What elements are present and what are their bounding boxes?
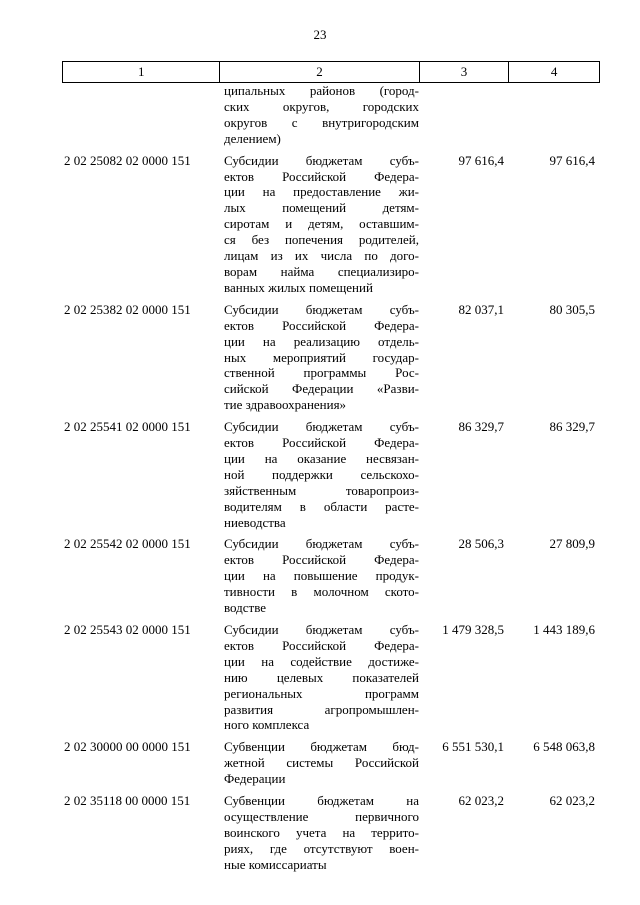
table-row (62, 153, 600, 296)
row-code: 2 02 25382 02 0000 151 (64, 301, 191, 317)
description-line: делением) (224, 130, 281, 146)
row-value-col3: 97 616,4 (458, 152, 504, 168)
row-value-col4: 6 548 063,8 (533, 739, 595, 755)
description-line: Субсидии бюджетам субъ- (224, 536, 419, 552)
description-line: ции на оказание несвязан- (224, 450, 419, 466)
row-description (219, 622, 419, 733)
row-value-col4: 1 443 189,6 (533, 622, 595, 637)
description-line: Субсидии бюджетам субъ- (224, 152, 419, 168)
description-line: ванных жилых помещений (224, 279, 373, 295)
description-line: Субвенции бюджетам бюд- (224, 739, 419, 755)
description-line: лых помещений детям- (224, 200, 419, 216)
row-value-col3: 62 023,2 (458, 793, 504, 809)
description-line: ции на предоставление жи- (224, 184, 419, 200)
description-line: тие здравоохранения» (224, 397, 347, 413)
row-description (219, 739, 419, 787)
table-row (62, 739, 600, 787)
row-description (219, 83, 419, 147)
row-description (219, 302, 419, 413)
row-value-col4 (509, 83, 600, 147)
description-line: лицам из их числа по дого- (224, 248, 419, 264)
row-value-col3: 28 506,3 (458, 536, 504, 552)
description-line: ектов Российской Федера- (224, 317, 419, 333)
row-code: 2 02 35118 00 0000 151 (64, 793, 191, 809)
description-line: сиротам и детям, оставшим- (224, 216, 419, 232)
description-line: водстве (224, 600, 267, 616)
description-line: ектов Российской Федера- (224, 435, 419, 451)
description-line: Субсидии бюджетам субъ- (224, 622, 419, 637)
row-code: 2 02 25082 02 0000 151 (64, 152, 191, 168)
description-line: жетной системы Российской (224, 755, 419, 771)
table-body (62, 83, 600, 879)
row-value-col4: 80 305,5 (549, 301, 595, 317)
row-value-col4: 97 616,4 (549, 152, 595, 168)
row-code (62, 83, 219, 147)
description-line: ворам найма специализиро- (224, 263, 419, 279)
description-line: воинского учета на террито- (224, 824, 419, 840)
description-line: риях, где отсутствуют воен- (224, 840, 419, 856)
description-line: ектов Российской Федера- (224, 637, 419, 653)
description-line: ции на повышение продук- (224, 568, 419, 584)
row-description (219, 153, 419, 296)
row-value-col4: 27 809,9 (549, 536, 595, 552)
description-line: Субсидии бюджетам субъ- (224, 301, 419, 317)
row-code: 2 02 25541 02 0000 151 (64, 419, 191, 435)
description-line: ной поддержки сельскохо- (224, 466, 419, 482)
row-value-col3: 6 551 530,1 (442, 739, 504, 755)
description-line: нию целевых показателей (224, 669, 419, 685)
table-row (62, 83, 600, 147)
description-line: ции на реализацию отдель- (224, 333, 419, 349)
description-line: развития агропромышлен- (224, 701, 419, 717)
description-line: ских округов, городских (224, 98, 419, 114)
description-line: ципальных районов (город- (224, 83, 419, 98)
description-line: водителям в области расте- (224, 498, 419, 514)
row-value-col3 (419, 83, 509, 147)
description-line: Федерации (224, 771, 286, 787)
row-value-col3: 82 037,1 (458, 301, 504, 317)
description-line: тивности в молочном ското- (224, 584, 419, 600)
header-col-3: 3 (419, 62, 509, 82)
description-line: ектов Российской Федера- (224, 168, 419, 184)
description-line: осуществление первичного (224, 808, 419, 824)
description-line: зяйственным товаропроиз- (224, 482, 419, 498)
table-row (62, 622, 600, 733)
table-row (62, 793, 600, 873)
table-header (62, 61, 600, 83)
page-number: 23 (313, 27, 327, 42)
description-line: ных мероприятий государ- (224, 349, 419, 365)
description-line: ственной программы Рос- (224, 365, 419, 381)
description-line: Субвенции бюджетам на (224, 793, 419, 809)
description-line: Субсидии бюджетам субъ- (224, 419, 419, 435)
description-line: сийской Федерации «Разви- (224, 381, 419, 397)
row-code: 2 02 25543 02 0000 151 (64, 622, 191, 637)
row-value-col4: 62 023,2 (549, 793, 595, 809)
table-row (62, 302, 600, 413)
table-row (62, 536, 600, 616)
header-col-4: 4 (508, 62, 599, 82)
row-value-col3: 86 329,7 (458, 419, 504, 435)
description-line: региональных программ (224, 685, 419, 701)
table-row (62, 419, 600, 530)
description-line: ниеводства (224, 514, 286, 530)
row-description (219, 536, 419, 616)
description-line: ции на содействие достиже- (224, 653, 419, 669)
description-line: ся без попечения родителей, (224, 232, 419, 248)
description-line: ные комиссариаты (224, 856, 327, 872)
row-code: 2 02 25542 02 0000 151 (64, 536, 191, 552)
description-line: ного комплекса (224, 717, 310, 733)
row-value-col3: 1 479 328,5 (442, 622, 504, 637)
description-line: округов с внутригородским (224, 114, 419, 130)
header-col-1: 1 (137, 64, 145, 79)
row-value-col4: 86 329,7 (549, 419, 595, 435)
row-description (219, 793, 419, 873)
description-line: ектов Российской Федера- (224, 552, 419, 568)
header-col-2: 2 (219, 62, 418, 82)
row-code: 2 02 30000 00 0000 151 (64, 739, 191, 755)
row-description (219, 419, 419, 530)
